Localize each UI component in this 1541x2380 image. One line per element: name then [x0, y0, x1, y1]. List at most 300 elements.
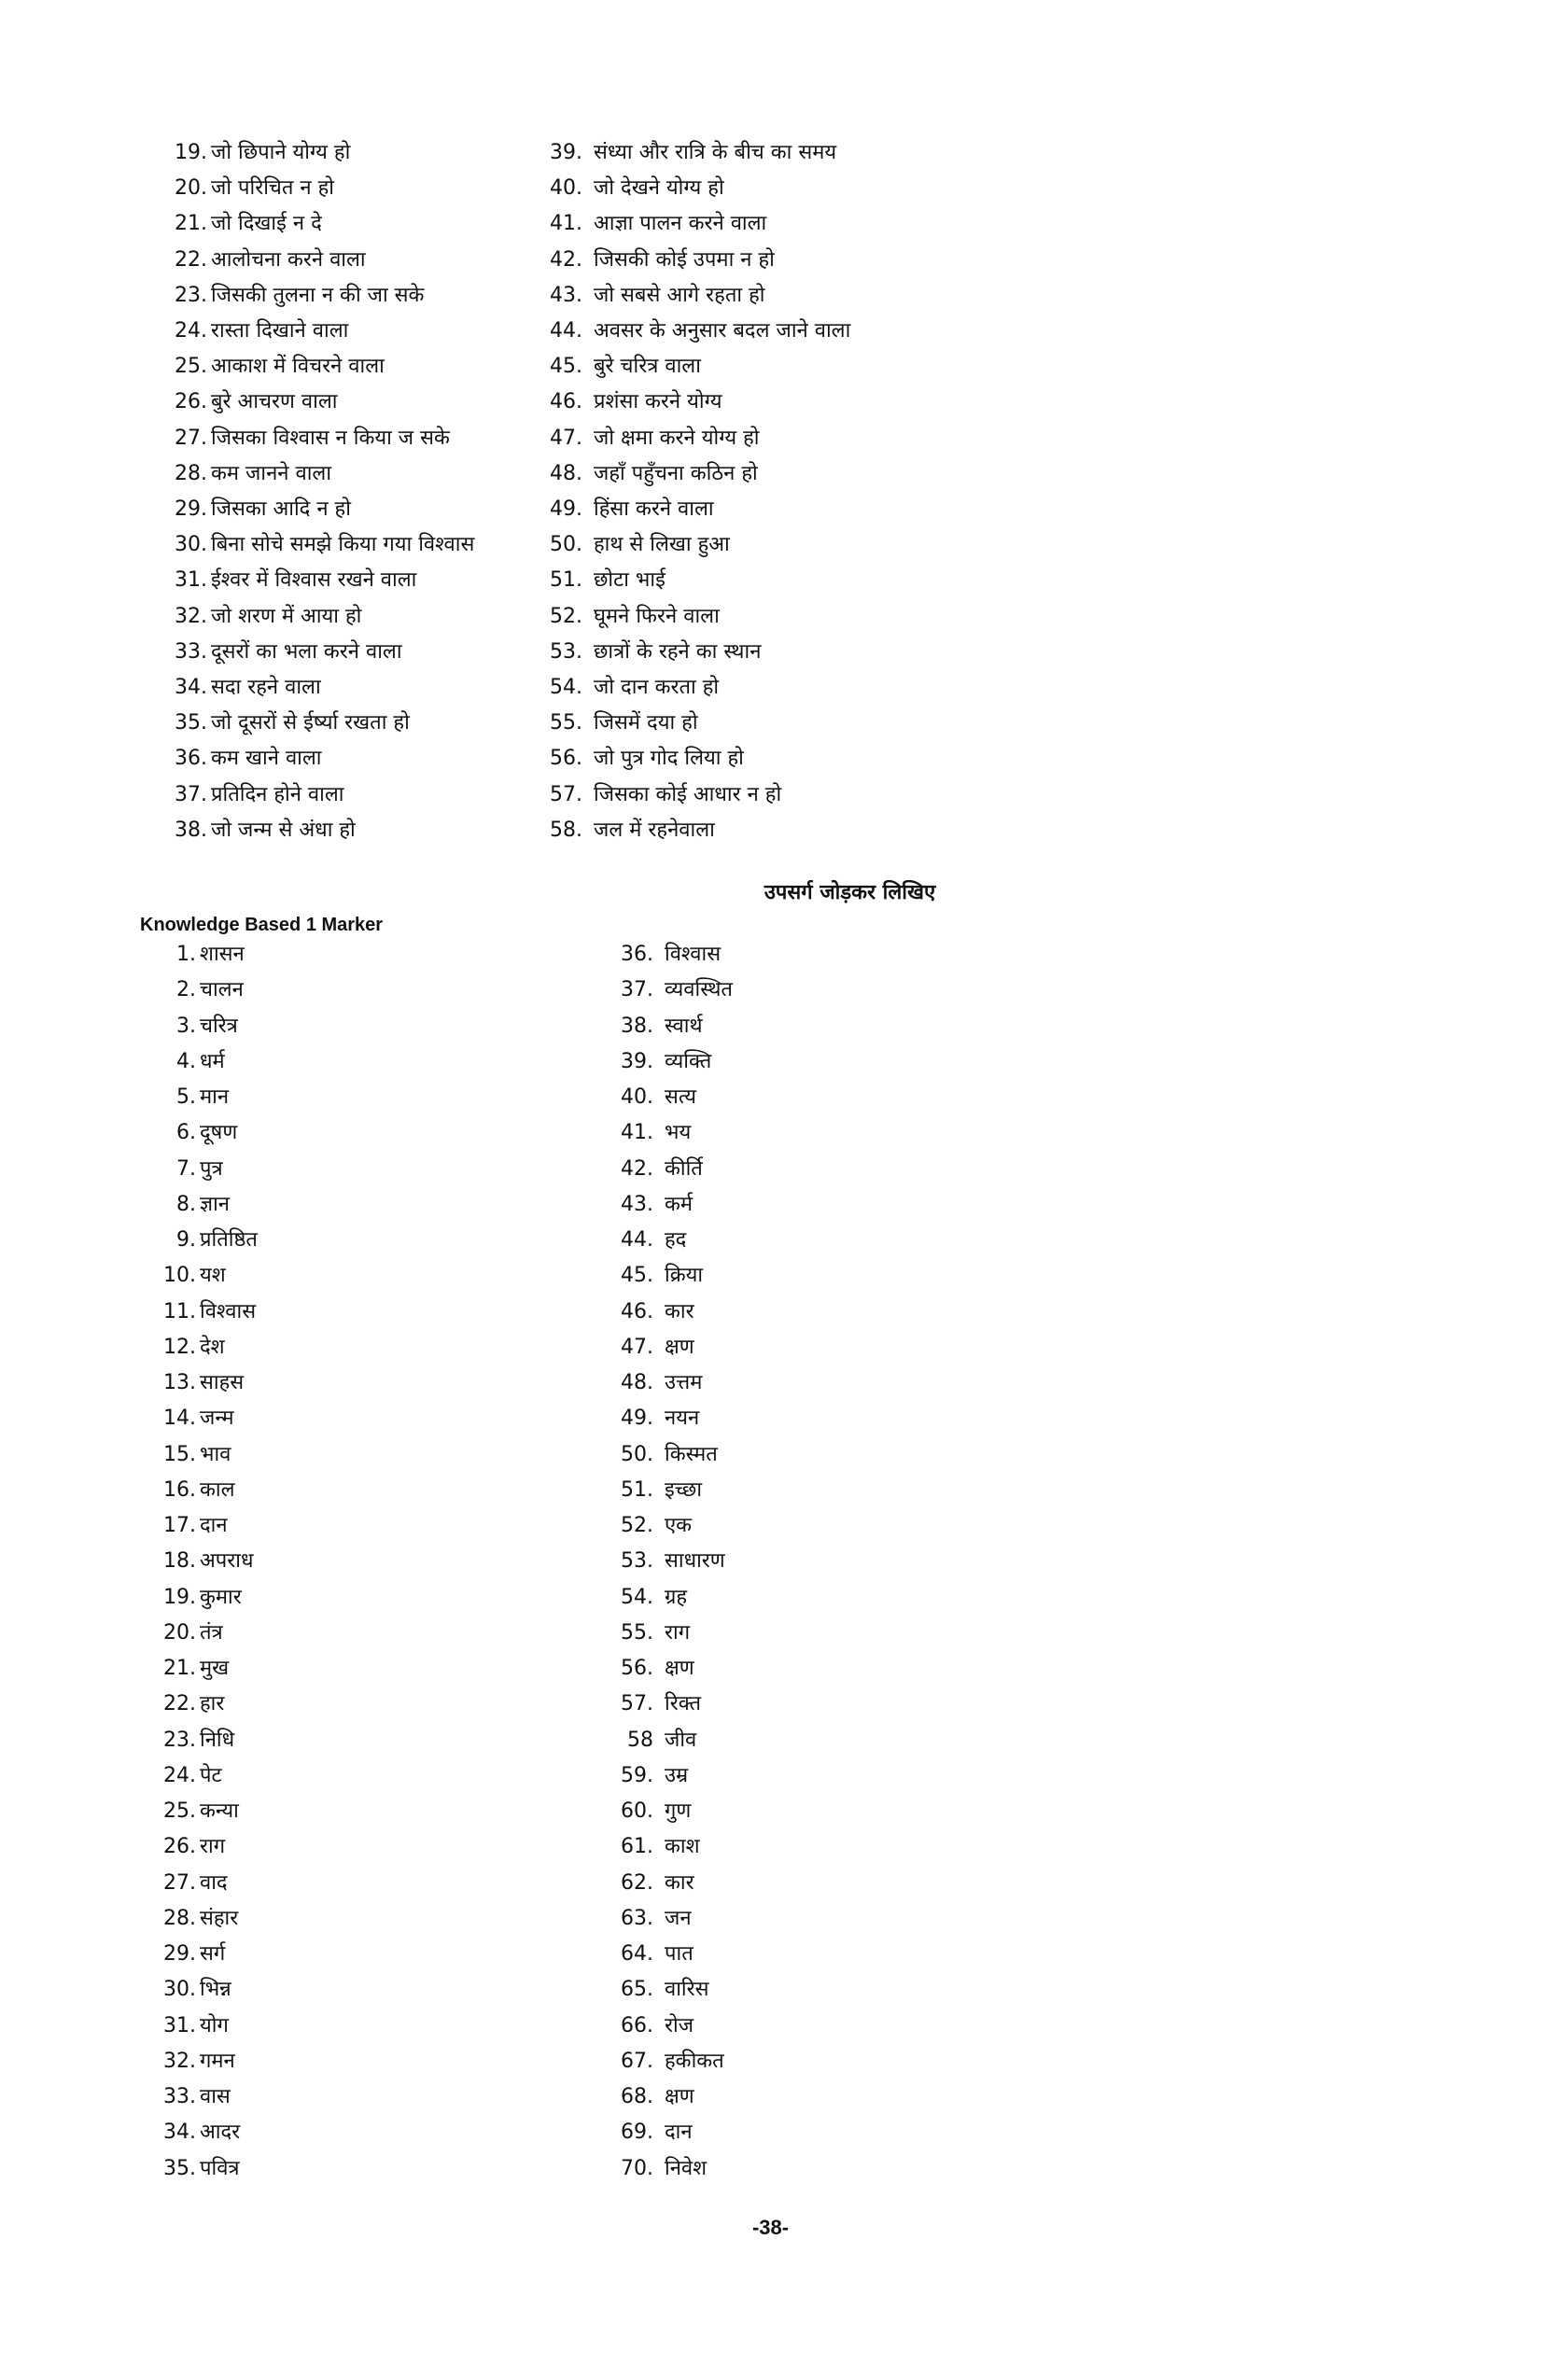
list-item: [616, 1405, 699, 1433]
item-text: पुत्र: [200, 1156, 223, 1181]
item-number: 23.: [163, 1728, 196, 1752]
item-text: जिसका आदि न हो: [211, 497, 351, 521]
list-item: [549, 175, 724, 203]
list-item: [159, 2155, 240, 2183]
item-number: 46.: [550, 390, 582, 414]
list-item: [159, 1119, 237, 1147]
item-number: 17.: [163, 1514, 196, 1537]
item-number: 54.: [621, 1585, 653, 1609]
list-item: [616, 2048, 724, 2076]
list-item: [159, 941, 245, 969]
item-number: 24.: [175, 319, 207, 343]
list-item: [159, 1262, 226, 1290]
list-item: [159, 1976, 231, 2004]
item-text: राग: [665, 1620, 691, 1645]
item-number: 47.: [550, 426, 582, 450]
item-text: सदा रहने वाला: [211, 676, 321, 699]
item-number: 57.: [621, 1692, 653, 1716]
item-text: किस्मत: [665, 1442, 718, 1466]
list-item: [170, 139, 350, 167]
item-number: 56.: [550, 747, 582, 771]
list-item: [616, 1441, 718, 1469]
list-item: [159, 1798, 239, 1826]
item-text: घूमने फिरने वाला: [594, 604, 720, 628]
item-number: 5.: [176, 1085, 196, 1109]
item-number: 30.: [163, 1978, 196, 2002]
item-number: 48.: [550, 461, 582, 485]
item-number: 33.: [163, 2085, 196, 2108]
item-number: 66.: [621, 2013, 653, 2037]
item-number: 49.: [621, 1407, 653, 1431]
item-number: 6.: [176, 1121, 196, 1145]
item-number: 58.: [550, 818, 582, 842]
item-number: 2.: [176, 978, 196, 1002]
item-text: व्यवस्थित: [665, 978, 733, 1002]
item-text: कुमार: [200, 1585, 242, 1609]
item-text: तंत्र: [200, 1620, 223, 1645]
item-number: 27.: [175, 426, 207, 450]
item-text: जिसका कोई आधार न हो: [594, 782, 782, 806]
list-item: [616, 1048, 711, 1076]
item-text: हकीकत: [665, 2049, 724, 2073]
item-text: एक: [665, 1514, 693, 1537]
item-number: 15.: [163, 1442, 196, 1466]
item-text: वास: [200, 2085, 231, 2108]
list-item: [170, 603, 361, 631]
item-number: 28.: [163, 1906, 196, 1930]
item-text: हाथ से लिखा हुआ: [594, 533, 730, 557]
item-text: साहस: [200, 1371, 245, 1394]
list-item: [549, 567, 665, 595]
list-item: [549, 425, 760, 453]
item-text: रिक्त: [665, 1692, 702, 1716]
list-item: [170, 781, 343, 809]
item-text: जहाँ पहुँचना कठिन हो: [594, 461, 758, 485]
list-item: [616, 1369, 702, 1397]
item-text: जो पुत्र गोद लिया हो: [594, 747, 744, 771]
list-item: [549, 139, 836, 167]
item-text: संहार: [200, 1906, 239, 1930]
item-text: प्रतिदिन होने वाला: [211, 782, 344, 806]
item-text: सर्ग: [200, 1942, 226, 1966]
item-number: 52.: [550, 604, 582, 628]
list-item: [159, 2083, 231, 2111]
item-text: जन: [665, 1906, 692, 1930]
list-item: [616, 1976, 709, 2004]
section-subheading: Knowledge Based 1 Marker: [140, 915, 384, 935]
list-item: [549, 781, 781, 809]
list-item: [616, 1547, 725, 1575]
list-item: [616, 1155, 703, 1183]
list-item: [159, 1727, 234, 1755]
item-text: विश्वास: [665, 943, 721, 966]
list-item: [170, 388, 337, 416]
list-item: [549, 709, 698, 737]
item-number: 62.: [621, 1870, 653, 1895]
list-item: [170, 425, 450, 453]
item-text: रोज: [665, 2013, 694, 2037]
item-text: वाद: [200, 1870, 228, 1895]
item-number: 56.: [621, 1657, 653, 1680]
item-text: जल में रहनेवाला: [594, 818, 715, 842]
list-item: [616, 1798, 691, 1826]
item-text: कर्म: [665, 1192, 693, 1216]
item-text: जो दान करता हो: [594, 676, 720, 699]
item-text: धर्म: [200, 1049, 225, 1073]
item-text: नयन: [665, 1407, 700, 1431]
item-number: 43.: [621, 1192, 653, 1216]
item-number: 13.: [163, 1371, 196, 1394]
item-number: 37.: [175, 782, 207, 806]
item-text: आदर: [200, 2121, 241, 2145]
item-text: योग: [200, 2013, 229, 2037]
list-item: [159, 1584, 242, 1612]
list-item: [616, 1584, 687, 1612]
list-item: [616, 1477, 702, 1505]
list-item: [616, 1298, 694, 1326]
list-item: [170, 317, 348, 345]
item-text: जो देखने योग्य हो: [594, 176, 724, 201]
list-item: [159, 1512, 228, 1540]
list-item: [549, 353, 701, 381]
item-text: कम खाने वाला: [211, 747, 322, 771]
item-number: 39.: [621, 1049, 653, 1073]
item-text: ज्ञान: [200, 1192, 231, 1216]
item-text: रास्ता दिखाने वाला: [211, 319, 349, 343]
item-text: जो परिचित न हो: [211, 176, 334, 201]
list-item: [170, 353, 385, 381]
list-item: [616, 1690, 701, 1718]
list-item: [159, 1048, 225, 1076]
list-item: [159, 1226, 258, 1254]
item-number: 57.: [550, 782, 582, 806]
list-item: [159, 1191, 230, 1219]
item-text: ईश्वर में विश्वास रखने वाला: [211, 568, 417, 593]
item-number: 29.: [175, 497, 207, 521]
item-text: गमन: [200, 2049, 235, 2073]
item-number: 35.: [163, 2156, 196, 2180]
item-number: 54.: [550, 676, 582, 699]
item-text: पेट: [200, 1763, 222, 1787]
item-text: साधारण: [665, 1549, 725, 1574]
item-text: क्षण: [665, 2085, 694, 2108]
item-text: जो दूसरों से ईर्ष्या रखता हो: [211, 711, 410, 735]
item-number: 7.: [176, 1156, 196, 1181]
list-item: [616, 1869, 694, 1897]
list-item: [549, 674, 719, 702]
list-item: [616, 2155, 707, 2183]
list-item: [159, 1619, 223, 1647]
item-number: 14.: [163, 1407, 196, 1431]
item-number: 55.: [621, 1620, 653, 1645]
item-number: 20.: [175, 176, 207, 201]
list-item: [616, 1191, 693, 1219]
item-text: भय: [665, 1121, 692, 1145]
item-number: 29.: [163, 1942, 196, 1966]
item-number: 26.: [175, 390, 207, 414]
item-text: बुरे आचरण वाला: [211, 390, 338, 414]
item-number: 25.: [175, 355, 207, 379]
item-text: निधि: [200, 1728, 235, 1752]
list-item: [549, 317, 850, 345]
list-item: [170, 460, 331, 488]
list-item: [616, 1512, 692, 1540]
item-number: 68.: [621, 2085, 653, 2108]
list-item: [170, 674, 321, 702]
list-item: [159, 1940, 225, 1968]
item-text: संध्या और रात्रि के बीच का समय: [594, 141, 837, 164]
item-number: 25.: [163, 1799, 196, 1823]
item-number: 37.: [621, 978, 653, 1002]
item-number: 20.: [163, 1620, 196, 1645]
item-text: जो सबसे आगे रहता हो: [594, 283, 765, 307]
list-item: [159, 1155, 223, 1183]
item-text: उत्तम: [665, 1371, 703, 1394]
item-number: 60.: [621, 1799, 653, 1823]
item-number: 42.: [621, 1156, 653, 1181]
item-number: 21.: [175, 212, 207, 236]
item-text: कीर्ति: [665, 1156, 703, 1181]
list-item: [549, 496, 714, 524]
item-number: 30.: [175, 533, 207, 557]
list-item: [159, 1833, 225, 1861]
item-number: 19.: [163, 1585, 196, 1609]
item-number: 4.: [176, 1049, 196, 1073]
item-number: 27.: [163, 1870, 196, 1895]
list-item: [159, 1405, 233, 1433]
item-text: जीव: [665, 1728, 697, 1752]
item-text: ग्रह: [665, 1585, 688, 1609]
item-text: भिन्न: [200, 1978, 231, 2002]
item-text: जिसकी कोई उपमा न हो: [594, 247, 775, 272]
item-number: 36.: [621, 943, 653, 966]
item-text: जिसका विश्वास न किया ज सके: [211, 426, 450, 450]
list-item: [159, 1477, 235, 1505]
list-item: [616, 1334, 694, 1362]
list-item: [159, 1655, 229, 1683]
list-item: [549, 282, 764, 310]
list-item: [159, 1369, 244, 1397]
list-item: [616, 1655, 694, 1683]
item-text: भाव: [200, 1442, 231, 1466]
item-number: 48.: [621, 1371, 653, 1394]
item-number: 12.: [163, 1335, 196, 1359]
item-text: जन्म: [200, 1407, 234, 1431]
item-text: स्वार्थ: [665, 1014, 703, 1038]
list-item: [616, 1084, 696, 1112]
item-text: कार: [665, 1299, 694, 1323]
item-text: चालन: [200, 978, 244, 1002]
item-text: मान: [200, 1085, 230, 1109]
item-number: 31.: [175, 568, 207, 593]
item-text: आलोचना करने वाला: [211, 247, 366, 272]
list-item: [159, 1905, 238, 1933]
list-item: [159, 1334, 225, 1362]
list-item: [616, 1619, 690, 1647]
item-number: 61.: [621, 1835, 653, 1859]
item-text: इच्छा: [665, 1477, 703, 1502]
item-number: 42.: [550, 247, 582, 272]
list-item: [159, 976, 244, 1004]
list-item: [549, 388, 722, 416]
item-text: छोटा भाई: [594, 568, 665, 593]
list-item: [616, 1226, 686, 1254]
item-number: 53.: [621, 1549, 653, 1574]
list-item: [159, 1298, 256, 1326]
list-item: [159, 1084, 229, 1112]
item-text: क्षण: [665, 1335, 694, 1359]
list-item: [616, 1013, 703, 1041]
list-item: [549, 531, 730, 559]
item-number: 34.: [175, 676, 207, 699]
list-item: [549, 460, 758, 488]
item-number: 65.: [621, 1978, 653, 2002]
item-number: 47.: [621, 1335, 653, 1359]
item-text: कन्या: [200, 1799, 239, 1823]
item-number: 44.: [550, 319, 582, 343]
item-text: शासन: [200, 943, 245, 966]
item-text: गुण: [665, 1799, 692, 1823]
item-number: 34.: [163, 2121, 196, 2145]
item-text: कम जानने वाला: [211, 461, 332, 485]
item-number: 46.: [621, 1299, 653, 1323]
item-number: 10.: [163, 1264, 196, 1288]
list-item: [616, 1727, 696, 1755]
item-text: वारिस: [665, 1978, 709, 2002]
list-item: [616, 1833, 700, 1861]
item-number: 44.: [621, 1228, 653, 1252]
item-number: 11.: [163, 1299, 196, 1323]
list-item: [159, 1547, 254, 1575]
item-number: 63.: [621, 1906, 653, 1930]
item-number: 40.: [550, 176, 582, 201]
item-text: बिना सोचे समझे किया गया विश्वास: [211, 533, 475, 557]
list-item: [549, 638, 761, 666]
item-text: दान: [200, 1514, 228, 1537]
item-number: 38.: [621, 1014, 653, 1038]
item-number: 45.: [550, 355, 582, 379]
item-text: काल: [200, 1477, 235, 1502]
item-text: पवित्र: [200, 2156, 240, 2180]
item-number: 51.: [550, 568, 582, 593]
item-number: 49.: [550, 497, 582, 521]
item-text: बुरे चरित्र वाला: [594, 355, 701, 379]
list-item: [616, 2083, 694, 2111]
item-text: यश: [200, 1264, 226, 1288]
list-item: [159, 2119, 240, 2147]
item-number: 43.: [550, 283, 582, 307]
list-item: [616, 1762, 688, 1790]
item-text: चरित्र: [200, 1014, 238, 1038]
item-number: 18.: [163, 1549, 196, 1574]
item-number: 32.: [163, 2049, 196, 2073]
item-number: 1.: [176, 943, 196, 966]
item-text: दूषण: [200, 1121, 238, 1145]
list-item: [616, 976, 733, 1004]
item-number: 69.: [621, 2121, 653, 2145]
item-text: क्रिया: [665, 1264, 704, 1288]
item-number: 23.: [175, 283, 207, 307]
item-text: हद: [665, 1228, 687, 1252]
item-text: जिसकी तुलना न की जा सके: [211, 283, 425, 307]
list-item: [170, 282, 424, 310]
item-number: 50.: [621, 1442, 653, 1466]
item-text: जो दिखाई न दे: [211, 212, 322, 236]
list-item: [159, 1690, 224, 1718]
item-number: 19.: [175, 141, 207, 164]
item-number: 41.: [550, 212, 582, 236]
item-text: उम्र: [665, 1763, 689, 1787]
list-item: [549, 246, 775, 274]
list-item: [616, 1119, 691, 1147]
item-text: हिंसा करने वाला: [594, 497, 714, 521]
item-text: मुख: [200, 1657, 230, 1680]
item-number: 55.: [550, 711, 582, 735]
list-item: [170, 496, 351, 524]
item-text: सत्य: [665, 1085, 697, 1109]
item-text: जो क्षमा करने योग्य हो: [594, 426, 760, 450]
item-text: प्रतिष्ठित: [200, 1228, 258, 1252]
item-number: 45.: [621, 1264, 653, 1288]
item-number: 67.: [621, 2049, 653, 2073]
item-text: छात्रों के रहने का स्थान: [594, 639, 762, 664]
item-text: आकाश में विचरने वाला: [211, 355, 385, 379]
item-number: 3.: [176, 1014, 196, 1038]
list-item: [170, 817, 356, 845]
item-number: 59.: [621, 1763, 653, 1787]
item-number: 31.: [163, 2013, 196, 2037]
list-item: [549, 817, 715, 845]
item-text: निवेश: [665, 2156, 707, 2180]
item-number: 35.: [175, 711, 207, 735]
item-number: 39.: [550, 141, 582, 164]
list-item: [159, 2012, 229, 2040]
list-item: [616, 941, 721, 969]
item-text: अपराध: [200, 1549, 254, 1574]
item-text: पात: [665, 1942, 693, 1966]
list-item: [616, 2012, 693, 2040]
item-text: दूसरों का भला करने वाला: [211, 639, 402, 664]
list-item: [170, 709, 410, 737]
item-text: जो छिपाने योग्य हो: [211, 141, 351, 164]
item-text: हार: [200, 1692, 225, 1716]
item-text: व्यक्ति: [665, 1049, 712, 1073]
item-number: 33.: [175, 639, 207, 664]
list-item: [159, 1762, 222, 1790]
item-number: 64.: [621, 1942, 653, 1966]
list-item: [159, 1869, 228, 1897]
item-text: कार: [665, 1870, 694, 1895]
item-number: 36.: [175, 747, 207, 771]
list-item: [170, 567, 416, 595]
item-number: 21.: [163, 1657, 196, 1680]
item-number: 40.: [621, 1085, 653, 1109]
list-item: [616, 1940, 693, 1968]
item-number: 51.: [621, 1477, 653, 1502]
list-item: [616, 2119, 693, 2147]
item-text: काश: [665, 1835, 700, 1859]
list-item: [159, 1013, 238, 1041]
item-number: 9.: [176, 1228, 196, 1252]
item-text: अवसर के अनुसार बदल जाने वाला: [594, 319, 851, 343]
item-number: 53.: [550, 639, 582, 664]
item-number: 32.: [175, 604, 207, 628]
item-text: देश: [200, 1335, 225, 1359]
item-number: 22.: [163, 1692, 196, 1716]
item-number: 41.: [621, 1121, 653, 1145]
list-item: [170, 638, 402, 666]
list-item: [159, 1441, 231, 1469]
